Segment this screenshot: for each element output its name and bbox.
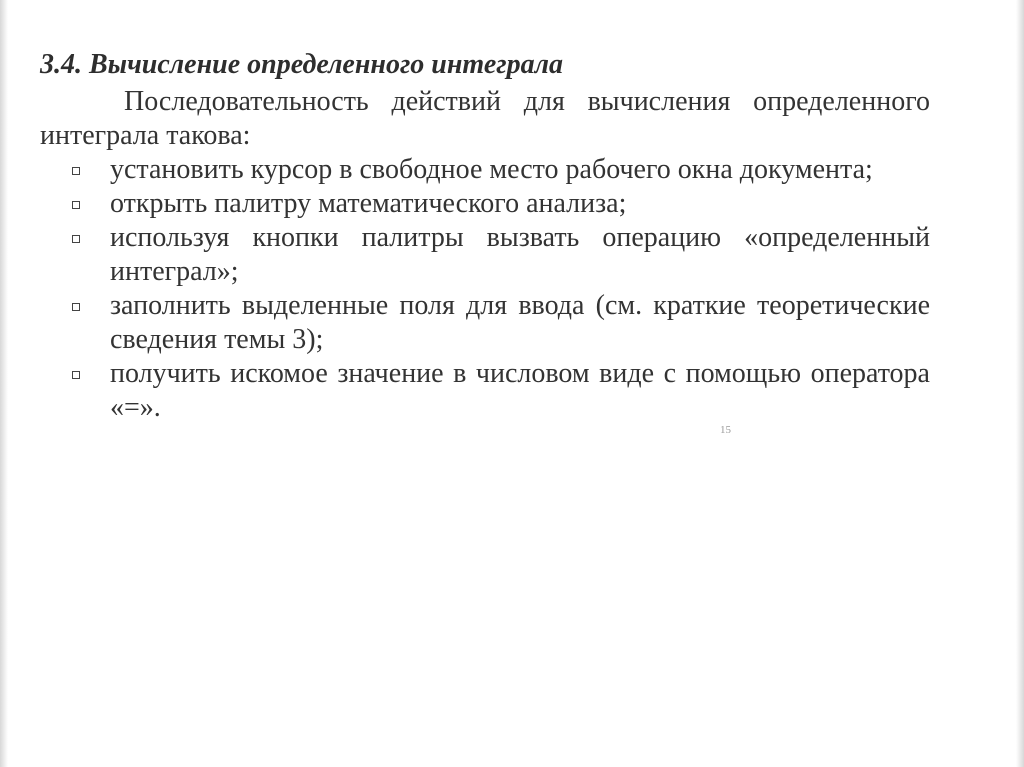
checkbox-bullet-icon — [72, 371, 80, 379]
checkbox-bullet-icon — [72, 235, 80, 243]
slide-left-shadow — [0, 0, 8, 767]
list-item-text: установить курсор в свободное место рабочего окна документа; — [110, 154, 873, 185]
list-item-text: используя кнопки палитры вызвать операцию «определенный интеграл»; — [110, 222, 930, 287]
checkbox-bullet-icon — [72, 167, 80, 175]
list-item — [40, 153, 930, 187]
page-number: 15 — [720, 424, 731, 436]
list-item — [40, 221, 930, 289]
list-item-text: заполнить выделенные поля для ввода (см. краткие теоретические сведения темы 3); — [110, 290, 930, 355]
list-item-text: получить искомое значение в числовом виде с помощью оператора «=». — [110, 358, 930, 423]
checkbox-bullet-icon — [72, 201, 80, 209]
list-item-text: открыть палитру математического анализа; — [110, 188, 627, 219]
section-heading: 3.4. Вычисление определенного интеграла — [40, 49, 563, 80]
checkbox-bullet-icon — [72, 303, 80, 311]
list-item — [40, 357, 930, 425]
steps-list — [40, 153, 930, 425]
list-item — [40, 289, 930, 357]
intro-paragraph: Последовательность действий для вычисления определенного интеграла такова: — [40, 86, 930, 151]
list-item — [40, 187, 930, 221]
slide-right-shadow — [1016, 0, 1024, 767]
document-fragment — [40, 48, 930, 425]
